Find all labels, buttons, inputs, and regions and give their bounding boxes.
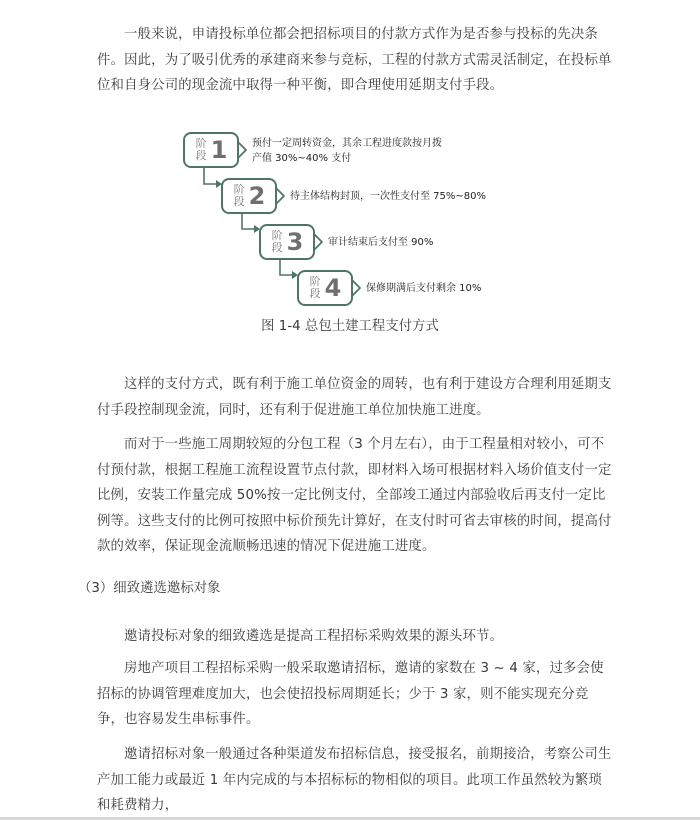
- pointer-2: [276, 188, 284, 204]
- paragraph-intro: 一般来说，申请投标单位都会把招标项目的付款方式作为是否参与投标的先决条件。因此，为了吸引优秀的承建商来参与竞标，工程的付款方式需灵活制定，在投标单位和自身公司的现金流中取得一种平衡，即合理使用延期支付手段。: [97, 27, 612, 93]
- stage-4-box: [297, 270, 353, 306]
- paragraph-4: 邀请投标对象的细致遴选是提高工程招标采购效果的源头环节。: [124, 629, 504, 644]
- pointer-4: [352, 280, 360, 296]
- stage-3-label: 阶段: [271, 229, 283, 254]
- stage-1-description: 预付一定周转资金，其余工程进度款按月拨产值 30%~40% 支付: [252, 138, 442, 164]
- connector-2-3: [242, 213, 254, 229]
- connector-3-4: [280, 259, 292, 275]
- stage-4-label: 阶段: [309, 275, 321, 300]
- stage-2-number: 2: [248, 182, 266, 210]
- stage-1-number: 1: [210, 136, 228, 164]
- paragraph-3: 而对于一些施工周期较短的分包工程（3 个月左右），由于工程量相对较小，可不付预付款，根据工程施工流程设置节点付款，即材料入场可根据材料入场价值支付一定比例，安装工作量完成 50%按一定比例支付，全部竣工通过内部验收后再支付一定比例等。这些支付的比例可按照中标价预先计算好，在支付时可省去审核的时间，提高付款的效率，保证现金流顺畅迅速的情况下促进施工进度。: [97, 437, 612, 554]
- pointer-1: [238, 142, 246, 158]
- paragraph-5: 房地产项目工程招标采购一般采取邀请招标，邀请的家数在 3 ~ 4 家，过多会使招标的协调管理难度加大，也会使招投标周期延长；少于 3 家，则不能实现充分竞争，也容易发生串标事件。: [97, 661, 604, 727]
- figure-caption: 图 1-4 总包土建工程支付方式: [261, 319, 439, 334]
- stage-3-box: [259, 224, 315, 260]
- connector-1-2: [204, 167, 216, 184]
- section-heading: （3）细致遴选邀标对象: [78, 581, 221, 596]
- stage-3-number: 3: [286, 228, 304, 256]
- paragraph-6: 邀请招标对象一般通过各种渠道发布招标信息，接受报名，前期接洽，考察公司生产加工能力或最近 1 年内完成的与本招标标的物相似的项目。此项工作虽然较为繁琐和耗费精力，: [97, 747, 612, 813]
- stage-2-description: 待主体结构封顶，一次性支付至 75%~80%: [290, 191, 487, 202]
- paragraph-2: 这样的支付方式，既有利于施工单位资金的周转，也有利于建设方合理利用延期支付手段控制现金流，同时，还有利于促进施工单位加快施工进度。: [97, 377, 612, 418]
- stage-4-description: 保修期满后支付剩余 10%: [366, 283, 482, 294]
- pointer-3: [314, 234, 322, 250]
- stage-1-box: [183, 132, 239, 168]
- stage-4-number: 4: [324, 274, 342, 302]
- stage-2-box: [221, 178, 277, 214]
- stage-1-label: 阶段: [195, 137, 207, 162]
- stage-3-description: 审计结束后支付至 90%: [328, 237, 434, 248]
- stage-2-label: 阶段: [233, 183, 245, 208]
